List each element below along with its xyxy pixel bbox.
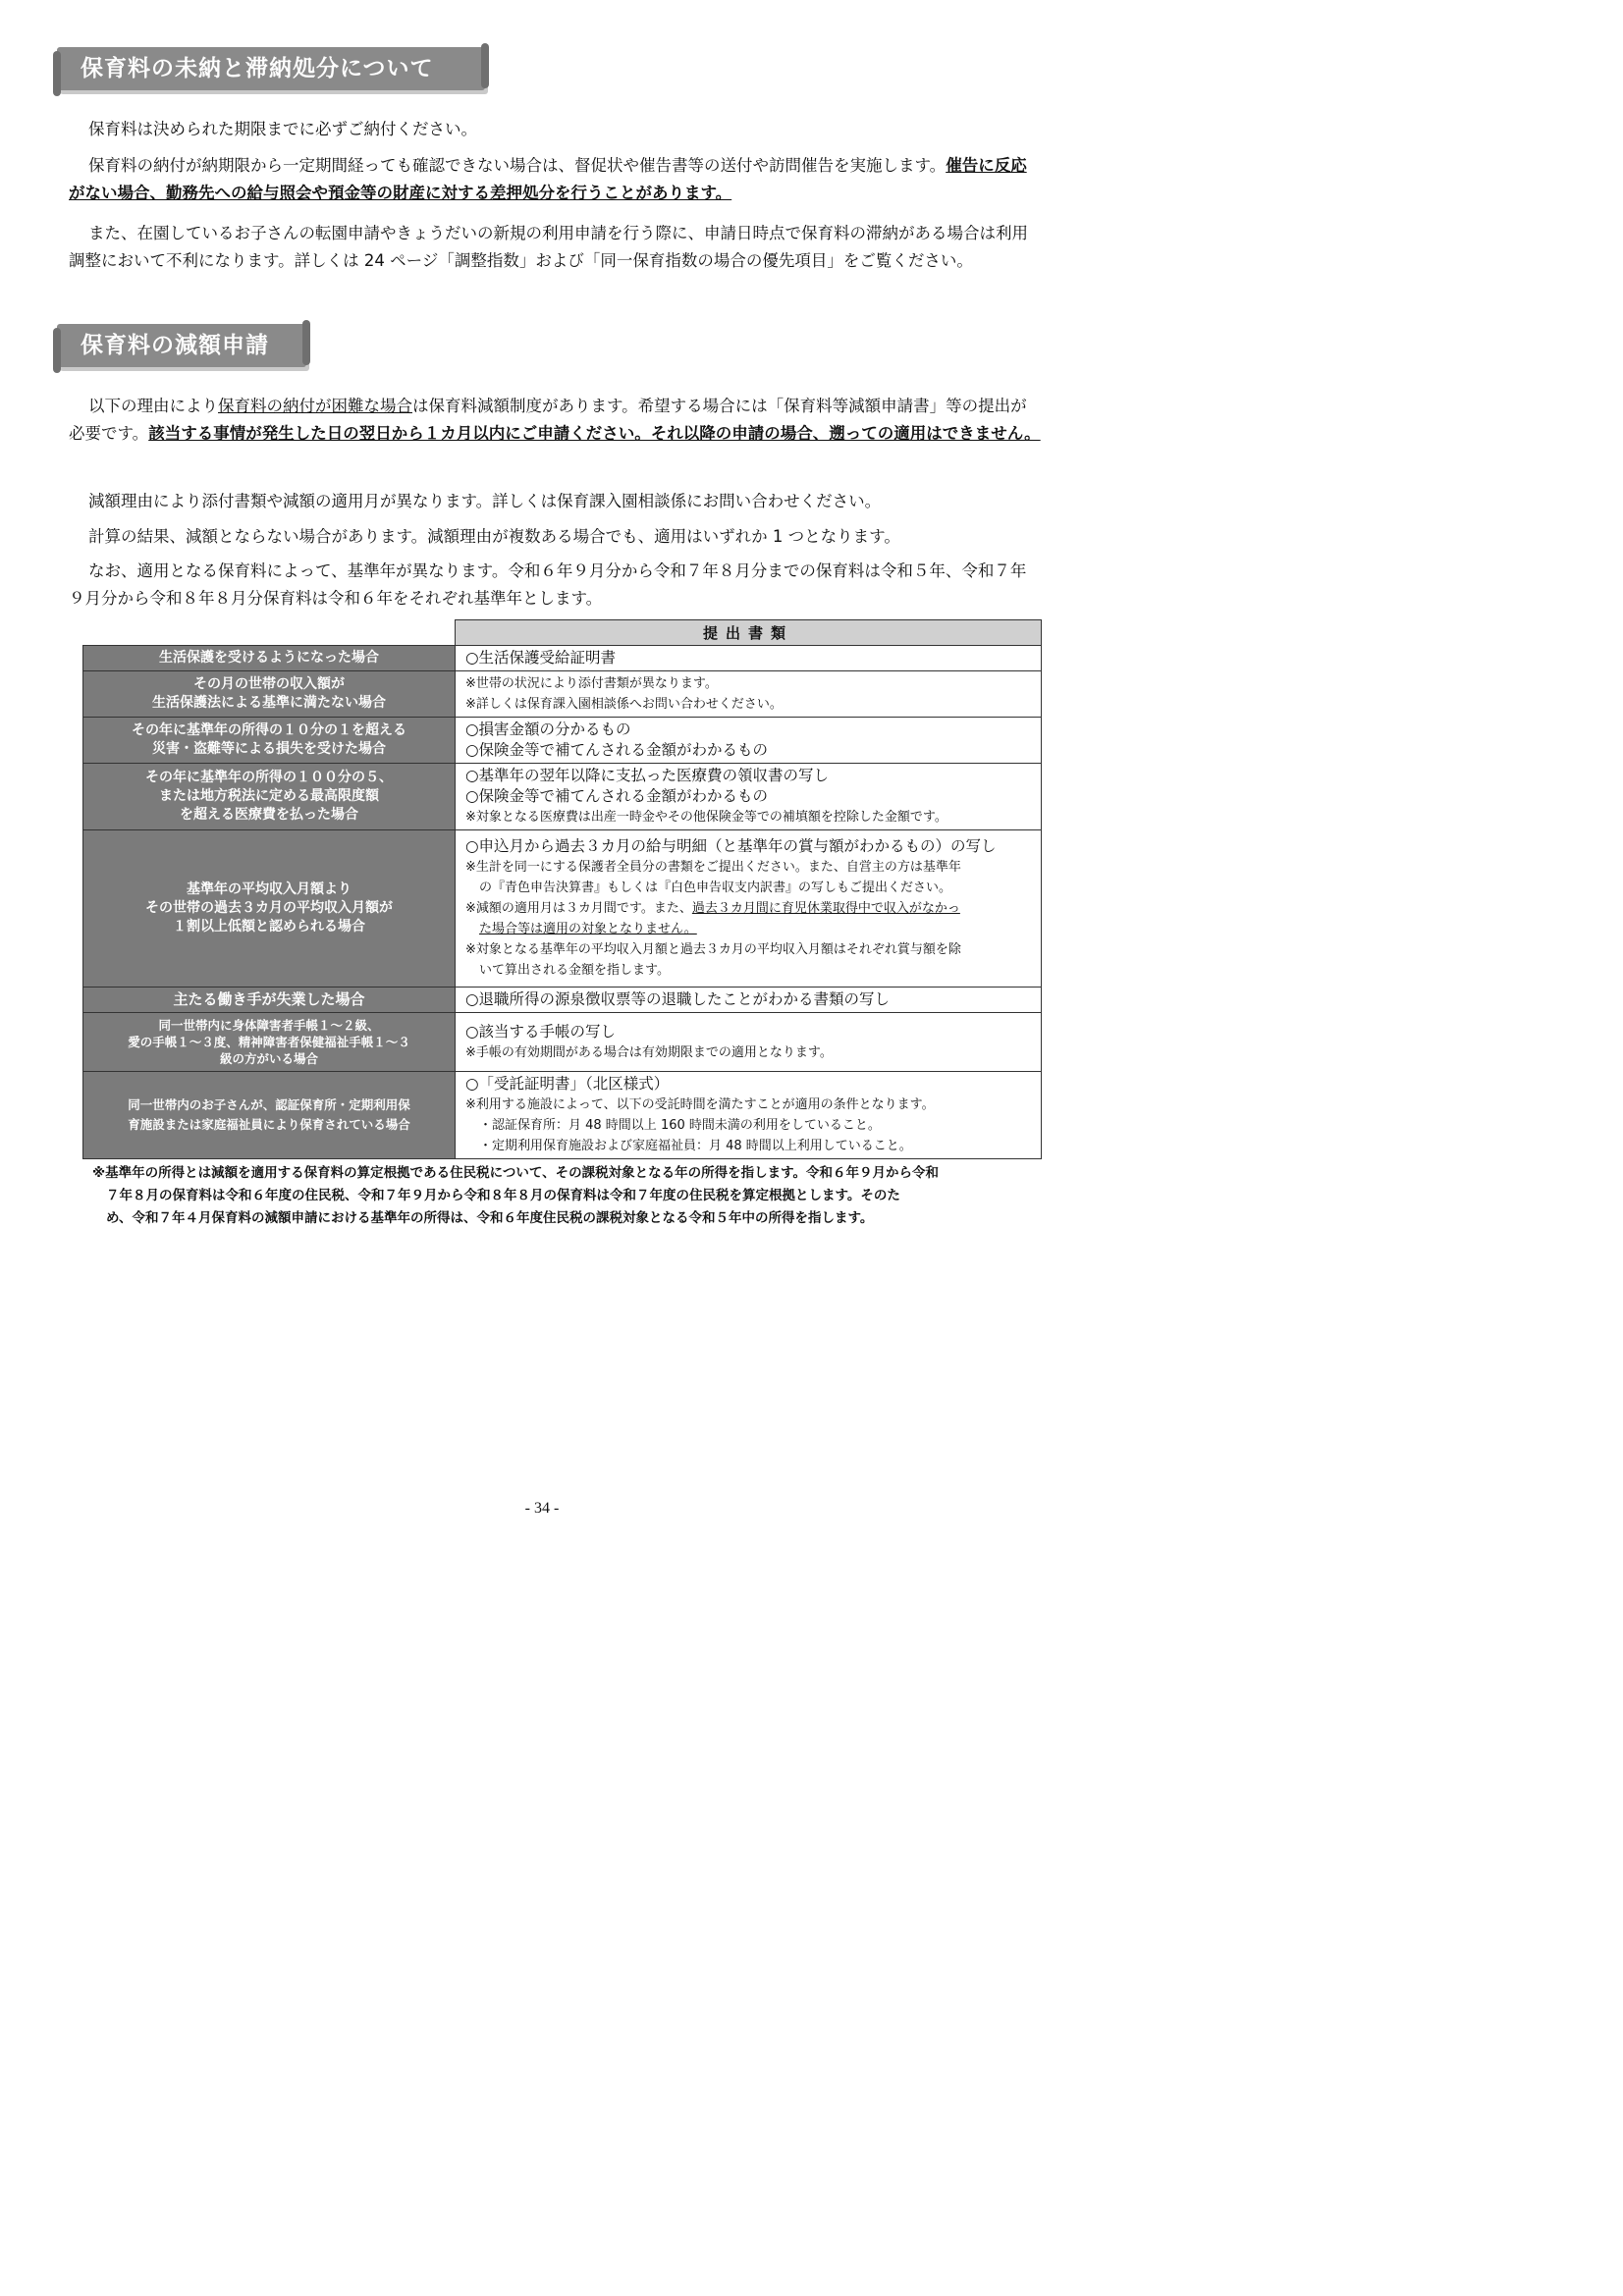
seizure-warning: 催告に反応がない場合、勤務先への給与照会や預金等の財産に対する差押処分を行うことがあります。 (69, 156, 1027, 202)
footnote-line: ※基準年の所得とは減額を適用する保育料の算定根拠である住民税について、その課税対象となる年の所得を指します。令和６年９月から令和 (92, 1165, 940, 1181)
reason-cell (83, 1072, 456, 1159)
document-cell: ○生活保護受給証明書 (456, 646, 1042, 671)
reminder-text: 保育料の納付が納期限から一定期間経っても確認できない場合は、督促状や催告書等の送付や訪問催告を実施します。 (88, 156, 947, 175)
footnote-line: め、令和７年４月保育料の減額申請における基準年の所得は、令和６年度住民税の課税対象となる令和５年中の所得を指します。 (106, 1210, 874, 1226)
reason-line: その月の世帯の収入額が (193, 676, 345, 692)
table-row (83, 1013, 1042, 1072)
section-title-arrears: 保育料の未納と滞納処分について (57, 47, 485, 90)
intro-text-b: は保育料減額制度があります。希望する場合には「保育料等減額申請書」等の提出が必要です。 (69, 397, 1027, 443)
paragraph-transfer: また、在園しているお子さんの転園申請やきょうだいの新規の利用申請を行う際に、申請日時点で保育料の滞納がある場合は利用調整において不利になります。詳しくは 24 ページ「調整指数」および「同一保育指数の場合の優先項目」をご覧ください。 (69, 224, 1028, 270)
paragraph-reminder (69, 152, 1041, 207)
intro-deadline-warning: 該当する事情が発生した日の翌日から１カ月以内にご申請ください。それ以降の申請の場合、遡っての適用はできません。 (148, 424, 1041, 443)
reason-line: 育施設または家庭福祉員により保育されている場合 (128, 1117, 410, 1132)
table-row (83, 830, 1042, 988)
reason-line: 級の方がいる場合 (219, 1051, 318, 1066)
reason-line: 災害・盗難等による損失を受けた場合 (152, 741, 386, 757)
reason-cell: 主たる働き手が失業した場合 (83, 988, 456, 1013)
document-cell: ※世帯の状況により添付書類が異なります。 ※詳しくは保育課入園相談係へお問い合わせください。 (456, 671, 1042, 718)
document-cell: ○「受託証明書」（北区様式） ※利用する施設によって、以下の受託時間を満たすことが適用の条件となります。 ・認証保育所：月 48 時間以上 160 時間未満の利用をしていること。 ・定期利用保育施設および家庭福祉員：月 48 時間以上利用していること。 (456, 1072, 1042, 1159)
reason-line: １割以上低額と認められる場合 (173, 919, 365, 934)
document-cell: ○基準年の翌年以降に支払った医療費の領収書の写し ○保険金等で補てんされる金額がわかるもの ※対象となる医療費は出産一時金やその他保険金等での補填額を控除した金額です。 (456, 764, 1042, 830)
reason-line: 生活保護法による基準に満たない場合 (152, 695, 386, 711)
reason-cell (83, 830, 456, 988)
reason-line: 愛の手帳１～３度、精神障害者保健福祉手帳１～３ (128, 1035, 410, 1049)
header-documents: 提出書類 (456, 620, 1042, 646)
page-number: - 34 - (524, 1500, 560, 1517)
reason-line: その世帯の過去３カ月の平均収入月額が (145, 900, 393, 916)
paragraph-reduction-intro (69, 393, 1041, 448)
table-row (83, 718, 1042, 764)
intro-difficult: 保育料の納付が困難な場合 (218, 397, 412, 415)
reason-cell (83, 764, 456, 830)
reason-line: 同一世帯内のお子さんが、認証保育所・定期利用保 (128, 1097, 410, 1112)
reason-line: 同一世帯内に身体障害者手帳１～２級、 (158, 1018, 380, 1033)
document-cell: ○申込月から過去３カ月の給与明細（と基準年の賞与額がわかるもの）の写し ※生計を同一にする保護者全員分の書類をご提出ください。また、自営主の方は基準年 の『青色申告決算書』もしくは『白色申告収支内訳書』の写しもご提出ください。 ※減額の適用月は３カ月間です。また、過去３カ月間に育児休業取得中で収入がなかっ た場合等は適用の対象となりません。 ※対象となる基準年の平均収入月額と過去３カ月の平均収入月額はそれぞれ賞与額を除 いて算出される金額を指します。 (456, 830, 1042, 988)
section-title-reduction: 保育料の減額申請 (57, 324, 306, 367)
intro-text-a: 以下の理由により (88, 397, 218, 415)
table-header-row (83, 620, 1042, 646)
reason-cell (83, 1013, 456, 1072)
reason-cell (83, 671, 456, 718)
paragraph-base-year: なお、適用となる保育料によって、基準年が異なります。令和６年９月分から令和７年８月分までの保育料は令和５年、令和７年９月分から令和８年８月分保育料は令和６年をそれぞれ基準年とします。 (69, 561, 1027, 608)
reason-cell: 生活保護を受けるようになった場合 (83, 646, 456, 671)
reason-line: その年に基準年の所得の１０分の１を超える (132, 722, 406, 738)
reason-cell (83, 718, 456, 764)
document-cell: ○損害金額の分かるもの ○保険金等で補てんされる金額がわかるもの (456, 718, 1042, 764)
footnote-line: ７年８月の保育料は令和６年度の住民税、令和７年９月から令和８年８月の保育料は令和７年度の住民税を算定根拠とします。そのた (106, 1188, 900, 1203)
footnote (92, 1162, 1037, 1230)
table-row (83, 1072, 1042, 1159)
table-row (83, 988, 1042, 1013)
table-row (83, 764, 1042, 830)
reduction-documents-table (82, 619, 1042, 1159)
reason-line: その年に基準年の所得の１００分の５、 (145, 770, 393, 785)
header-blank (83, 620, 456, 646)
paragraph-deadline: 保育料は決められた期限までに必ずご納付ください。 (88, 120, 477, 138)
table-row (83, 646, 1042, 671)
table-row (83, 671, 1042, 718)
document-cell: ○該当する手帳の写し ※手帳の有効期間がある場合は有効期限までの適用となります。 (456, 1013, 1042, 1072)
document-cell: ○退職所得の源泉徴収票等の退職したことがわかる書類の写し (456, 988, 1042, 1013)
reason-line: を超える医療費を払った場合 (180, 807, 358, 823)
reason-line: または地方税法に定める最高限度額 (159, 788, 379, 804)
paragraph-calculation: 計算の結果、減額とならない場合があります。減額理由が複数ある場合でも、適用はいずれか 1 つとなります。 (88, 527, 900, 546)
paragraph-documents: 減額理由により添付書類や減額の適用月が異なります。詳しくは保育課入園相談係にお問い合わせください。 (88, 492, 882, 510)
reason-line: 基準年の平均収入月額より (187, 881, 352, 897)
